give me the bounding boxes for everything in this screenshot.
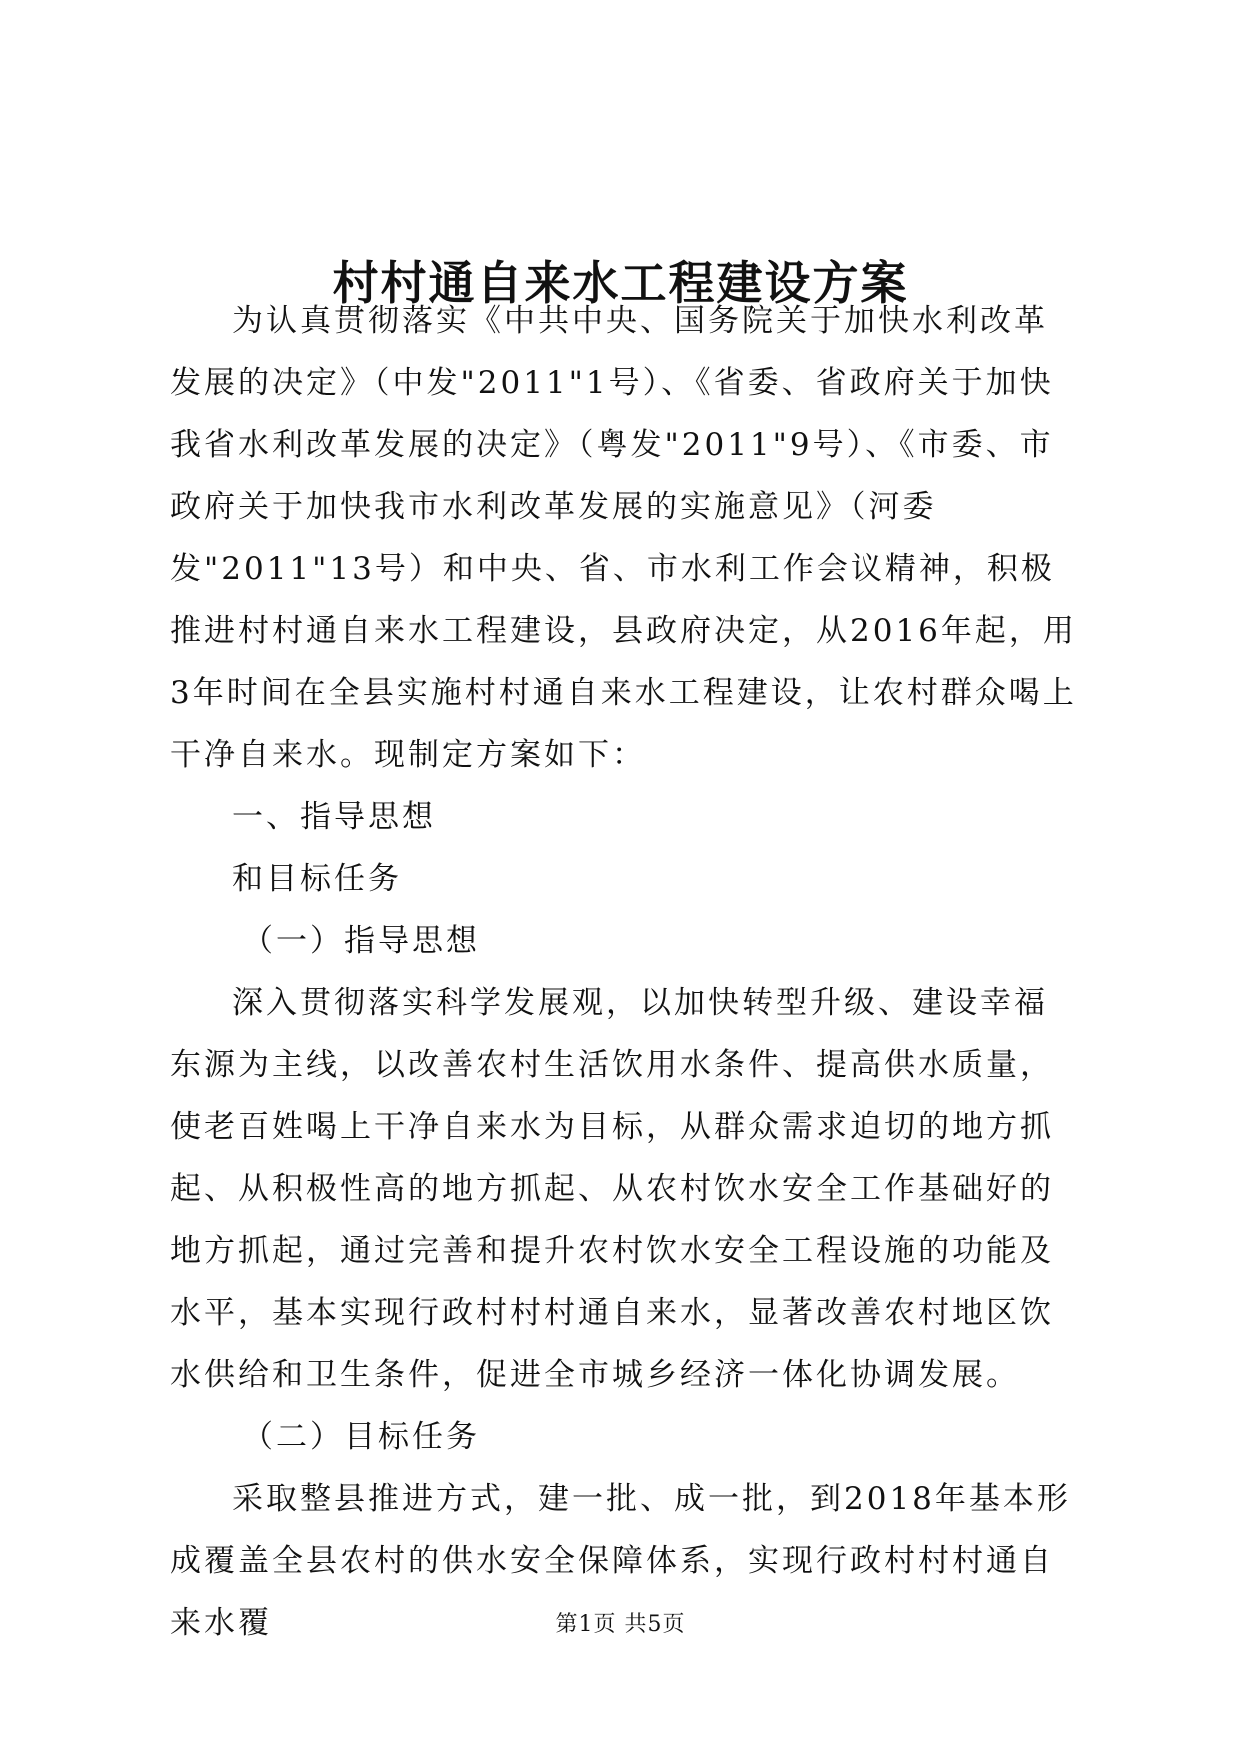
- target-tasks-paragraph: 采取整县推进方式，建一批、成一批，到2018年基本形成覆盖全县农村的供水安全保障体系，实现行政村村村通自来水覆: [170, 1481, 1071, 1641]
- document-body: [170, 290, 1080, 1654]
- document-title: 村村通自来水工程建设方案: [332, 255, 909, 310]
- subsection-heading-target-tasks: （二）目标任务: [242, 1419, 480, 1455]
- subsection-heading-guiding-thought: （一）指导思想: [242, 923, 480, 959]
- section-heading-1: 一、指导思想: [232, 799, 436, 835]
- section-heading-1-continued: 和目标任务: [232, 861, 402, 897]
- intro-paragraph: 为认真贯彻落实《中共中央、国务院关于加快水利改革发展的决定》（中发"2011"1号）、《省委、省政府关于加快我省水利改革发展的决定》（粤发"2011"9号）、《市委、市政府关于加快我市水利改革发展的实施意见》（河委发"2011"13号）和中央、省、市水利工作会议精神，积极推进村村通自来水工程建设，县政府决定，从2016年起，用3年时间在全县实施村村通自来水工程建设，让农村群众喝上干净自来水。现制定方案如下：: [170, 303, 1077, 773]
- page-footer: 第1页 共5页: [555, 1612, 686, 1637]
- guiding-thought-paragraph: 深入贯彻落实科学发展观，以加快转型升级、建设幸福东源为主线，以改善农村生活饮用水条件、提高供水质量，使老百姓喝上干净自来水为目标，从群众需求迫切的地方抓起、从积极性高的地方抓起、从农村饮水安全工作基础好的地方抓起，通过完善和提升农村饮水安全工程设施的功能及水平，基本实现行政村村村通自来水，显著改善农村地区饮水供给和卫生条件，促进全市城乡经济一体化协调发展。: [170, 985, 1054, 1393]
